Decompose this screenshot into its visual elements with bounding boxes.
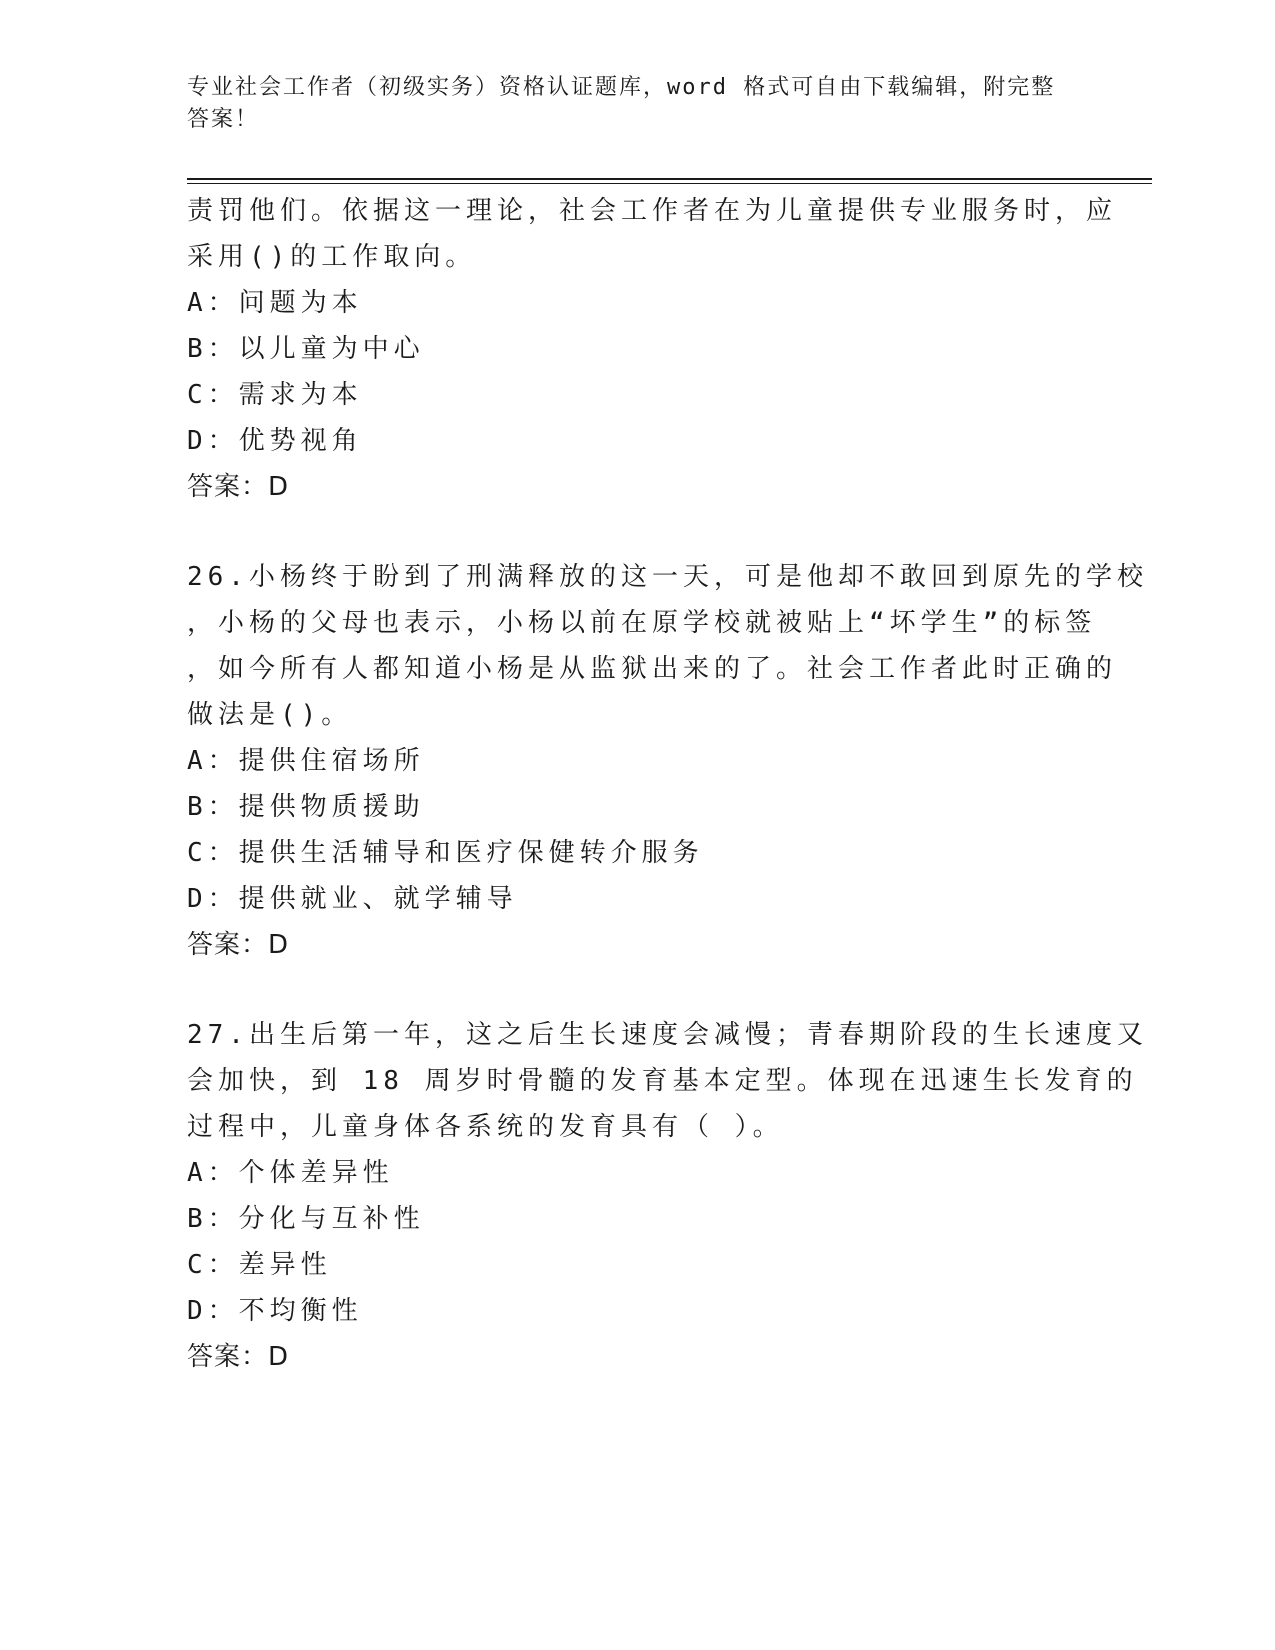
question-text-line: ，小杨的父母也表示，小杨以前在原学校就被贴上“坏学生”的标签 xyxy=(187,608,1097,638)
answer-line: 答案：D xyxy=(187,472,290,502)
answer-line: 答案：D xyxy=(187,1342,290,1372)
document-header xyxy=(187,72,1087,136)
question-25 xyxy=(187,188,1118,510)
header-rule-thick xyxy=(187,178,1152,180)
question-text-line: 26.小杨终于盼到了刑满释放的这一天，可是他却不敢回到原先的学校 xyxy=(187,562,1148,592)
header-rule-thin xyxy=(187,183,1152,184)
question-text-line: 过程中，儿童身体各系统的发育具有（ ）。 xyxy=(187,1112,784,1142)
option-a: A：问题为本 xyxy=(187,288,363,318)
option-d: D：优势视角 xyxy=(187,426,363,456)
question-26 xyxy=(187,554,1148,968)
option-d: D：不均衡性 xyxy=(187,1296,363,1326)
question-text-line: 27.出生后第一年，这之后生长速度会减慢；青春期阶段的生长速度又 xyxy=(187,1020,1148,1050)
question-text-line: 会加快，到 18 周岁时骨髓的发育基本定型。体现在迅速生长发育的 xyxy=(187,1066,1138,1096)
document-body xyxy=(187,188,1148,1380)
question-text-line: ，如今所有人都知道小杨是从监狱出来的了。社会工作者此时正确的 xyxy=(187,654,1118,684)
question-27 xyxy=(187,1012,1148,1380)
option-b: B：以儿童为中心 xyxy=(187,334,425,364)
option-d: D：提供就业、就学辅导 xyxy=(187,884,518,914)
option-b: B：分化与互补性 xyxy=(187,1204,425,1234)
header-line-2: 答案！ xyxy=(187,107,260,132)
question-text-line: 采用()的工作取向。 xyxy=(187,242,477,272)
question-text-line: 做法是()。 xyxy=(187,700,353,730)
option-c: C：差异性 xyxy=(187,1250,332,1280)
answer-line: 答案：D xyxy=(187,930,290,960)
option-b: B：提供物质援助 xyxy=(187,792,425,822)
option-c: C：提供生活辅导和医疗保健转介服务 xyxy=(187,838,704,868)
question-text-line: 责罚他们。依据这一理论，社会工作者在为儿童提供专业服务时，应 xyxy=(187,196,1118,226)
option-a: A：个体差异性 xyxy=(187,1158,394,1188)
option-c: C：需求为本 xyxy=(187,380,363,410)
header-line-1: 专业社会工作者（初级实务）资格认证题库，word 格式可自由下载编辑，附完整 xyxy=(187,75,1056,100)
option-a: A：提供住宿场所 xyxy=(187,746,425,776)
